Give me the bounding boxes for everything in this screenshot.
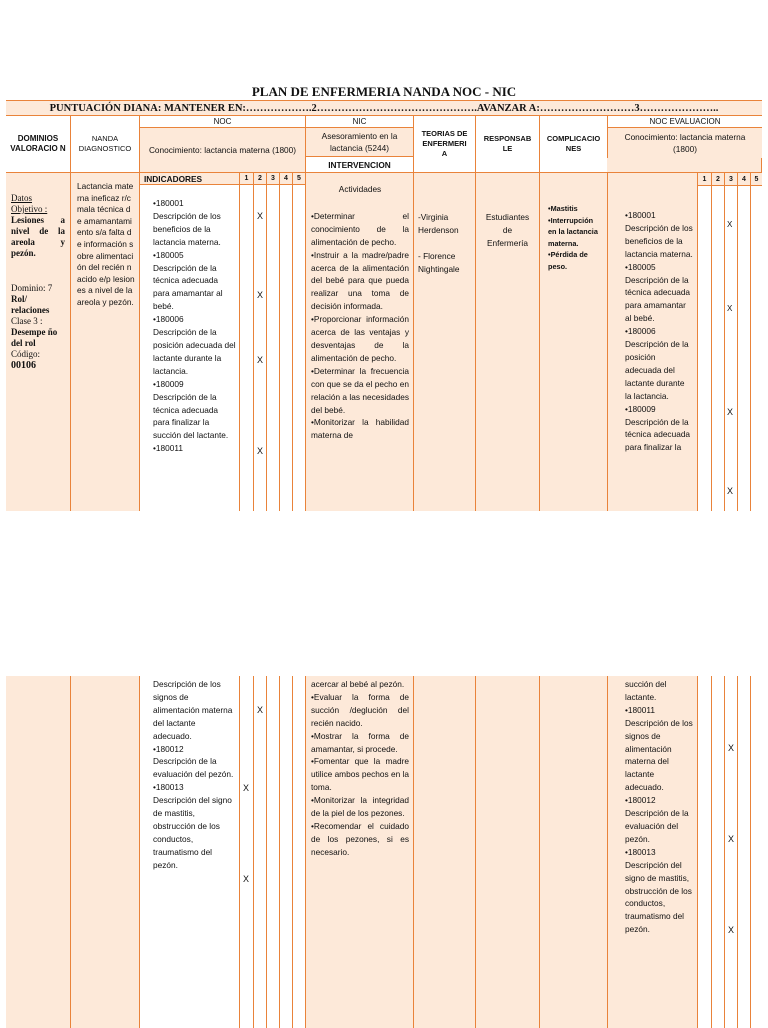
noc-code: • 180006 bbox=[153, 314, 184, 324]
noc-indicator bbox=[153, 249, 236, 314]
nic-header: NIC bbox=[305, 115, 413, 127]
complicacion-item: • Interrupción en la lactancia materna. bbox=[548, 215, 603, 250]
score-mark: X bbox=[257, 290, 264, 300]
complicaciones-body-cont bbox=[539, 676, 607, 1028]
responsable-text: Estudiantes de Enfermería bbox=[485, 212, 530, 248]
noc-eval-header: NOC EVALUACION bbox=[607, 115, 762, 127]
complicacion-item: • Mastitis bbox=[548, 203, 603, 215]
eval-desc: succión del lactante. bbox=[625, 679, 667, 702]
actividades-label: Actividades bbox=[338, 184, 382, 194]
noc-score-col-1 bbox=[239, 184, 253, 511]
noc-indicadores-label: INDICADORES bbox=[139, 172, 239, 184]
noc-scale-2: 2 bbox=[253, 172, 266, 184]
complicaciones-header: COMPLICACIO NES bbox=[539, 115, 607, 172]
noc-code: • 180005 bbox=[153, 250, 184, 260]
eval-scale-2: 2 bbox=[711, 172, 724, 185]
eval-code: • 180005 bbox=[625, 262, 656, 272]
teorias-body-cont bbox=[413, 676, 475, 1028]
eval-indicator bbox=[625, 261, 693, 326]
eval-code: • 180009 bbox=[625, 404, 656, 414]
noc-indicator bbox=[153, 197, 236, 249]
nic-activities-body-cont bbox=[305, 676, 413, 1028]
noc-result-header: Conocimiento: lactancia materna (1800) bbox=[139, 127, 305, 172]
desempeno-label: Desempe ño del rol bbox=[11, 327, 58, 348]
noc-indicator bbox=[153, 442, 236, 455]
noc-code: • 180011 bbox=[153, 443, 183, 453]
eval-desc: Descripción de la técnica adecuada para amamantar al bebé. bbox=[625, 274, 691, 324]
complicaciones-body bbox=[539, 172, 607, 511]
noc-indicators-body-cont bbox=[139, 676, 239, 1028]
noc-score-col-3 bbox=[266, 676, 279, 1028]
nic-activity: • Monitorizar la integridad de la piel de los pezones. bbox=[311, 794, 409, 820]
puntuacion-diana: PUNTUACIÓN DIANA: MANTENER EN:……………….2……………………………………….AVANZAR A:………………………3………………….. bbox=[6, 100, 762, 115]
noc-score-col-2 bbox=[253, 184, 266, 511]
eval-desc: Descripción de la posición adecuada del lactante durante la lactancia. bbox=[625, 339, 689, 401]
eval-score-mark: X bbox=[727, 407, 734, 417]
eval-indicators-body bbox=[607, 172, 697, 511]
eval-code: • 180012 bbox=[625, 795, 656, 805]
score-mark: X bbox=[243, 874, 250, 884]
nic-activity: • Determinar el conocimiento de la alimentación de pecho. bbox=[311, 210, 409, 249]
intervencion-header: INTERVENCION bbox=[305, 156, 413, 172]
care-plan-table-page1 bbox=[6, 83, 762, 510]
noc-scale-1: 1 bbox=[239, 172, 253, 184]
noc-code: • 180009 bbox=[153, 379, 184, 389]
noc-code: • 180013 bbox=[153, 782, 184, 792]
nanda-header: NANDA DIAGNOSTICO bbox=[70, 115, 139, 172]
nic-activity: • Proporcionar información acerca de las ventajas y desventajas de la alimentación de pecho. bbox=[311, 313, 409, 365]
eval-scale-1: 1 bbox=[697, 172, 711, 185]
eval-desc: Descripción del signo de mastitis, obstrucción de los conductos, traumatismo del pezón. bbox=[625, 859, 692, 935]
noc-desc: Descripción del signo de mastitis, obstrucción de los conductos, traumatismo del pezón. bbox=[153, 795, 232, 870]
eval-indicator bbox=[625, 209, 693, 261]
noc-score-col-2 bbox=[253, 676, 266, 1028]
noc-score-col-4 bbox=[279, 184, 292, 511]
nic-activity: • Determinar la frecuencia con que se da el pecho en relación a las necesidades del bebé. bbox=[311, 365, 409, 417]
eval-score-col-1 bbox=[697, 185, 711, 511]
eval-indicator bbox=[625, 794, 693, 846]
eval-score-col-4 bbox=[737, 185, 750, 511]
noc-code: • 180001 bbox=[153, 198, 184, 208]
eval-indicators-body-cont bbox=[607, 676, 697, 1028]
responsable-header: RESPONSAB LE bbox=[475, 115, 539, 172]
nic-result-header: Asesoramiento en la lactancia (5244) bbox=[305, 127, 413, 156]
noc-header: NOC bbox=[139, 115, 305, 127]
rol-label: Rol/ relaciones bbox=[11, 294, 50, 315]
eval-indicator bbox=[625, 846, 693, 936]
nic-activity: acercar al bebé al pezón. bbox=[311, 679, 405, 689]
eval-score-col-3 bbox=[724, 676, 737, 1028]
eval-score-col-4 bbox=[737, 676, 750, 1028]
eval-score-col-2 bbox=[711, 185, 724, 511]
dominio-label: Dominio: 7 bbox=[11, 283, 53, 293]
complicacion-item: • Pérdida de peso. bbox=[548, 249, 603, 272]
nic-activity: • Recomendar el cuidado de los pezones, si es necesario. bbox=[311, 820, 409, 859]
score-mark: X bbox=[257, 446, 264, 456]
eval-code: • 180001 bbox=[625, 210, 656, 220]
responsable-body-cont bbox=[475, 676, 539, 1028]
plan-title: PLAN DE ENFERMERIA NANDA NOC - NIC bbox=[6, 83, 762, 100]
nic-activity: • Monitorizar la habilidad materna de bbox=[311, 416, 409, 442]
eval-code: • 180006 bbox=[625, 326, 656, 336]
nanda-text: Lactancia materna ineficaz r/c mala técnica de amamantamiento s/a falta de información sobre alimentación del recién nacido e/p lesiones a nivel de la areola y pezón. bbox=[77, 181, 135, 307]
care-plan-table-page2 bbox=[6, 676, 762, 1026]
nanda-body bbox=[70, 172, 139, 511]
noc-code: • 180012 bbox=[153, 744, 184, 754]
score-mark: X bbox=[257, 705, 264, 715]
teoria-item: -Virginia Herdenson bbox=[418, 212, 459, 235]
eval-score-mark: X bbox=[727, 486, 734, 496]
nic-activities-body bbox=[305, 172, 413, 511]
noc-indicator bbox=[153, 743, 236, 782]
noc-indicator bbox=[153, 378, 236, 443]
codigo-label: Código: bbox=[11, 349, 41, 359]
eval-score-col-5 bbox=[750, 185, 762, 511]
eval-indicator bbox=[625, 704, 693, 794]
noc-score-col-4 bbox=[279, 676, 292, 1028]
noc-indicator bbox=[153, 313, 236, 378]
noc-desc: Descripción de la técnica adecuada para amamantar al bebé. bbox=[153, 262, 223, 312]
nanda-body-cont bbox=[70, 676, 139, 1028]
teorias-body bbox=[413, 172, 475, 511]
eval-score-col-1 bbox=[697, 676, 711, 1028]
noc-desc: Descripción de los signos de alimentación materna del lactante adecuado. bbox=[153, 679, 233, 741]
dominios-body-cont bbox=[6, 676, 70, 1028]
eval-score-col-3 bbox=[724, 185, 737, 511]
eval-scale-5: 5 bbox=[750, 172, 762, 185]
eval-score-col-2 bbox=[711, 676, 724, 1028]
noc-score-col-1 bbox=[239, 676, 253, 1028]
score-mark: X bbox=[257, 211, 264, 221]
noc-scale-4: 4 bbox=[279, 172, 292, 184]
nic-activity: • Mostrar la forma de amamantar, si procede. bbox=[311, 730, 409, 756]
dominios-body bbox=[6, 172, 70, 511]
nic-activity: • Instruir a la madre/padre acerca de la alimentación del bebé para que pueda realizar una toma de decisión informada. bbox=[311, 249, 409, 314]
eval-code: • 180011 bbox=[625, 705, 655, 715]
nic-activity: • Fomentar que la madre utilice ambos pechos en la toma. bbox=[311, 755, 409, 794]
eval-desc: Descripción de los signos de alimentación materna del lactante adecuado. bbox=[625, 717, 693, 793]
noc-score-col-3 bbox=[266, 184, 279, 511]
responsable-body bbox=[475, 172, 539, 511]
dominios-header: DOMINIOS VALORACIO N bbox=[6, 115, 70, 172]
score-mark: X bbox=[257, 355, 264, 365]
score-mark: X bbox=[243, 783, 250, 793]
lesiones-text: Lesiones a nivel de la areola y pezón. bbox=[11, 215, 65, 258]
clase-label: Clase 3 : bbox=[11, 316, 43, 326]
eval-score-mark: X bbox=[727, 220, 733, 229]
nic-activity: • Evaluar la forma de succión /deglución del recién nacido. bbox=[311, 691, 409, 730]
noc-eval-result-header: Conocimiento: lactancia materna (1800) bbox=[607, 127, 762, 158]
noc-desc: Descripción de la posición adecuada del lactante durante la lactancia. bbox=[153, 327, 236, 376]
noc-scale-3: 3 bbox=[266, 172, 279, 184]
teoria-item: - Florence Nightingale bbox=[418, 250, 460, 274]
eval-scale-3: 3 bbox=[724, 172, 737, 185]
noc-indicator bbox=[153, 781, 236, 871]
eval-indicator bbox=[625, 325, 693, 402]
teorias-header: TEORIAS DE ENFERMERI A bbox=[413, 115, 475, 172]
eval-desc: Descripción de los beneficios de la lactancia materna. bbox=[625, 222, 693, 259]
noc-indicators-body bbox=[139, 184, 239, 511]
eval-score-mark: X bbox=[728, 743, 735, 753]
datos-objetivo: Datos Objetivo : bbox=[11, 193, 48, 214]
noc-desc: Descripción de la técnica adecuada para finalizar la succión del lactante. bbox=[153, 391, 229, 441]
eval-desc: Descripción de la evaluación del pezón. bbox=[625, 808, 689, 844]
noc-score-col-5 bbox=[292, 184, 305, 511]
eval-score-col-5 bbox=[750, 676, 762, 1028]
eval-score-mark: X bbox=[728, 834, 735, 844]
eval-score-mark: X bbox=[728, 925, 735, 935]
noc-score-col-5 bbox=[292, 676, 305, 1028]
noc-scale-5: 5 bbox=[292, 172, 305, 184]
eval-desc: Descripción de la técnica adecuada para finalizar la bbox=[625, 416, 691, 453]
noc-desc: Descripción de la evaluación del pezón. bbox=[153, 756, 234, 780]
codigo-value: 00106 bbox=[11, 360, 36, 371]
eval-scale-4: 4 bbox=[737, 172, 750, 185]
noc-desc: Descripción de los beneficios de la lactancia materna. bbox=[153, 210, 221, 247]
eval-code: • 180013 bbox=[625, 847, 656, 857]
eval-score-mark: X bbox=[727, 304, 733, 313]
eval-indicator bbox=[625, 403, 693, 455]
